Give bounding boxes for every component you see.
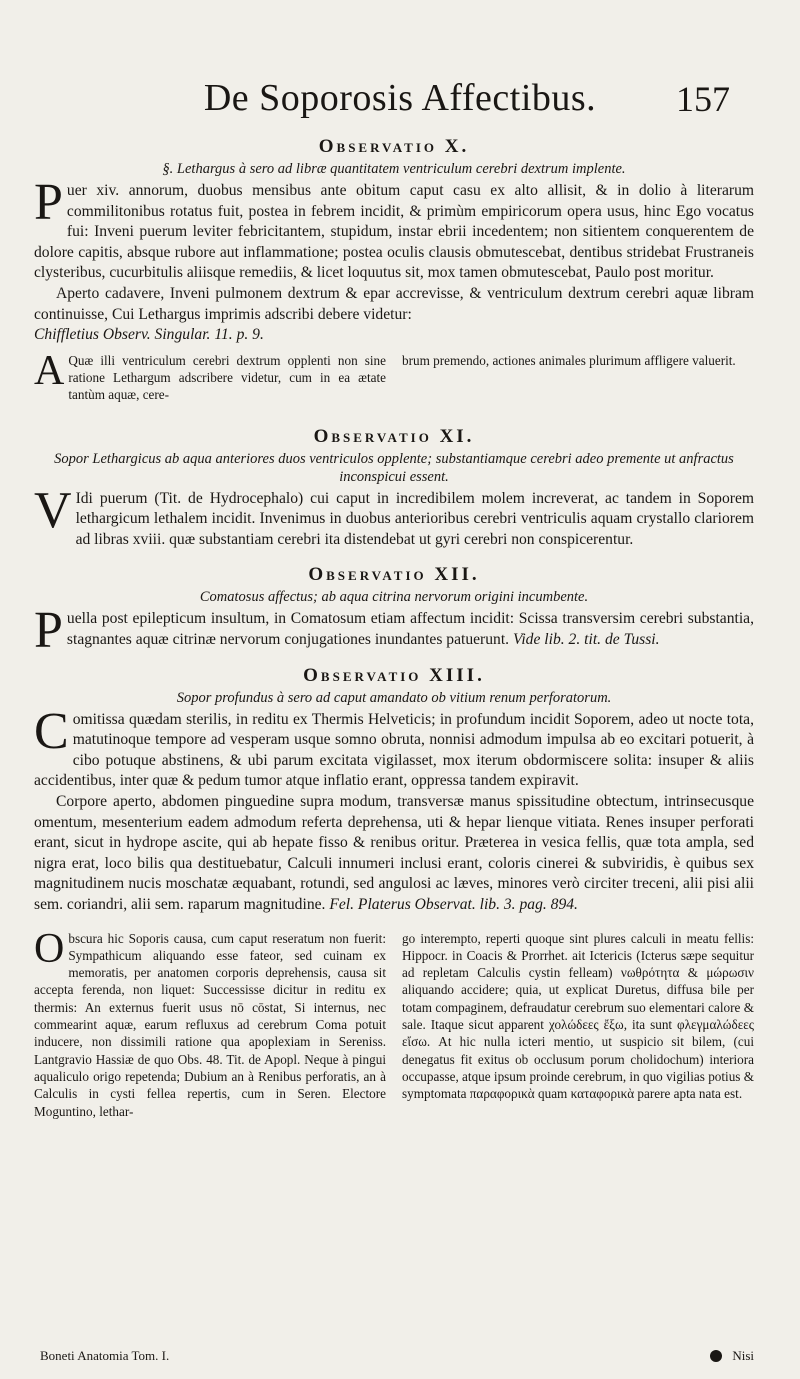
custos-area: [710, 1348, 754, 1364]
paragraph-text: Idi puerum (Tit. de Hydrocephalo) cui caput in incredibilem molem increverat, ac tandem in Soporem lethargicum lethalem incidit. Invenimus in duobus anterioribus cerebri ventriculis aquam crystallo clariorem ad libras xviii. quæ substantiam cerebri ita distendebat ut gyri cerebri non conspicerentur.: [75, 489, 754, 548]
observation-title: Observatio XII.: [308, 564, 480, 586]
observation-paragraph: [34, 702, 754, 792]
observation-title: Observatio XIII.: [303, 664, 485, 686]
page-header: [0, 76, 800, 124]
drop-cap: O: [34, 925, 65, 972]
drop-cap: V: [34, 481, 72, 539]
observation-10: [34, 136, 754, 404]
observation-12: [34, 564, 754, 660]
observation-paragraph: [34, 792, 754, 916]
drop-cap: P: [34, 174, 63, 231]
drop-cap: A: [34, 347, 65, 394]
commentary-left-column: [34, 347, 386, 404]
observation-paragraph: [34, 602, 754, 660]
paragraph-text: uella post epilepticum insultum, in Comatosum etiam affectum incidit: Scissa transversim cerebri substantia, stagnantes aquæ citrinæ nervorum conjugationes inundantes patuerunt.: [66, 610, 754, 649]
paragraph-text: uer xiv. annorum, duobus mensibus ante obitum caput casu ex alto allisit, & in dolio à literarum commilitonibus rotatus fuit, postea in febrem incidit, & primùm empiricorum opera usus, hinc Ego vocatus fui: Inveni puerum leviter febricitantem, stupidum, instar ebrii incedentem; non sitientem conquerentem de dolore capitis, absque rubore aut inflammatione; postea oculis clausis obmutescebat, dentibus stridebat Frustraneis clysteribus, cucurbitulis aliisque remediis, & licet loquutus sit, mox tamen obmutescebat, Paulo post moritur.: [34, 182, 754, 282]
observation-paragraph: [34, 284, 754, 346]
paragraph-text: Corpore aperto, abdomen pinguedine supra modum, transversæ manus spissitudine obtectum, intrinsecusque omentum, mesenterium eadem admodum referta deprehensa, uti & hepar lienque vitiata. Renes insuper perforati erant, sicut in hydrope ascite, qui ab hepate fisso & renibus oritur. Præterea in vesica fellis, quæ tota ampla, sed nigra erat, loco bilis qua destituebatur, Calculi innumeri inclusi erant, coloris cinerei & subviridis, è quibus sex magnitudinem nucis moschatæ æquabant, rotundi, sed angulosi ac læves, minores verò circiter treceni, alii pisi alii sem. coriandri, alii sem. raparum magnitudine.: [34, 792, 754, 913]
signature-line: Boneti Anatomia Tom. I.: [40, 1348, 170, 1363]
commentary: [34, 347, 754, 404]
running-head: De Soporosis Affectibus.: [203, 77, 597, 119]
commentary-text: go interempto, reperti quoque sint plures calculi in meatu fellis: Hippocr. in Coacis & Prorrhet. ait Ictericis (Icterus sæpe sequitur ad repletam Calculis cystin felleam) νωθρότητα & μώρωσιν aliquando accidere; quia, ut explicat Duretus, diffusa bile per totam compaginem, defraudatur cerebrum suo elementari calore & sale. Itaque sicut apparent χολώδεες ἔξω, ita sunt φλεγμαλώδεες εἴσω. At hic nulla icteri mentio, ut suspicio sit bilem, (cui denegatus fit exitus ob occlusum porum cholidochum) interiora occupasse, atque ipsum proinde cerebrum, in quo vigilias potius & symptomata παραφορικὰ quam καταφορικὰ parere apta nata est.: [402, 930, 754, 1102]
observation-subtitle: Sopor profundus à sero ad caput amandato ob vitium renum perforatorum.: [176, 689, 612, 706]
observation-11: [34, 426, 754, 551]
paragraph-text: Aperto cadavere, Inveni pulmonem dextrum & epar accrevisse, & ventriculum dextrum cerebri aquæ libram continuisse, Cui Lethargus imprimis adscribi debere videtur:: [34, 284, 754, 323]
observation-title: Observatio X.: [318, 136, 470, 157]
paragraph-text: omitissa quædam sterilis, in reditu ex Thermis Helveticis; in profundum incidit Soporem, adeo ut nocte tota, matutinoque tempore ad vesperam usque somno obruta, nonnisi admodum impulsa ab eo excitari potuerit, à cibo potuque abstinens, & ubi parum excitata vigilasset, mox iterum obdormiscere solita: insuper & aliis accidentibus, inter quæ & pedum tumor atque inflatio erant, oppressa tandem expiravit.: [34, 710, 754, 790]
commentary-right-column: [402, 930, 754, 1120]
observation-13: [34, 665, 754, 1120]
commentary-text: Quæ illi ventriculum cerebri dextrum opplenti non sine ratione Lethargum adscribere videtur, cum in ea ætate tantùm aquæ, cere-: [68, 352, 386, 403]
citation: Fel. Platerus Observat. lib. 3. pag. 894.: [329, 895, 578, 913]
commentary-text: brum premendo, actiones animales plurimum affligere valuerit.: [402, 352, 736, 368]
observation-paragraph: [34, 481, 754, 551]
observation-title: Observatio XI.: [313, 425, 475, 447]
catchword: Nisi: [732, 1348, 754, 1363]
observation-subtitle: §. Lethargus à sero ad libræ quantitatem ventriculum cerebri dextrum implente.: [162, 161, 626, 177]
commentary-text: bscura hic Soporis causa, cum caput reseratum non fuerit: Sympathicum aliquando esse fateor, sed cuinam ex memoratis, per anatomen corporis deprehensis, causa sit accepta ferenda, non liquet: Successisse dicitur in reditu ex thermis: An externus fuerit usus nō cōstat, Si internus, nec commearint aquæ, earum refluxus ad cerebrum Coma potuit inducere, non dissimili ratione qua apoplexiam in Sereniss. Lantgravio Hassiæ de quo Obs. 48. Tit. de Apopl. Neque à pingui aqualiculo origo repetenda; Dubium an à Renibus perforatis, an à Calculis in cysti fellea repertis, cum in Seren. Electore Moguntino, lethar-: [34, 930, 386, 1119]
page-number: 157: [676, 79, 730, 119]
signature-mark-icon: [710, 1350, 722, 1362]
observation-paragraph: [34, 174, 754, 284]
citation: Chiffletius Observ. Singular. 11. p. 9.: [34, 326, 264, 344]
drop-cap: C: [34, 702, 69, 760]
citation: Vide lib. 2. tit. de Tussi.: [512, 631, 660, 649]
drop-cap: P: [34, 602, 63, 660]
commentary-right-column: [402, 352, 754, 404]
page-footer: [40, 1348, 754, 1364]
observation-subtitle: Comatosus affectus; ab aqua citrina nervorum origini incumbente.: [199, 589, 589, 606]
commentary-left-column: [34, 925, 386, 1120]
observation-subtitle: Sopor Lethargicus ab aqua anteriores duos ventriculos opplente; substantiamque cerebri adeo premente ut anfractus inconspicui essent.: [54, 450, 734, 485]
commentary: [34, 925, 754, 1120]
